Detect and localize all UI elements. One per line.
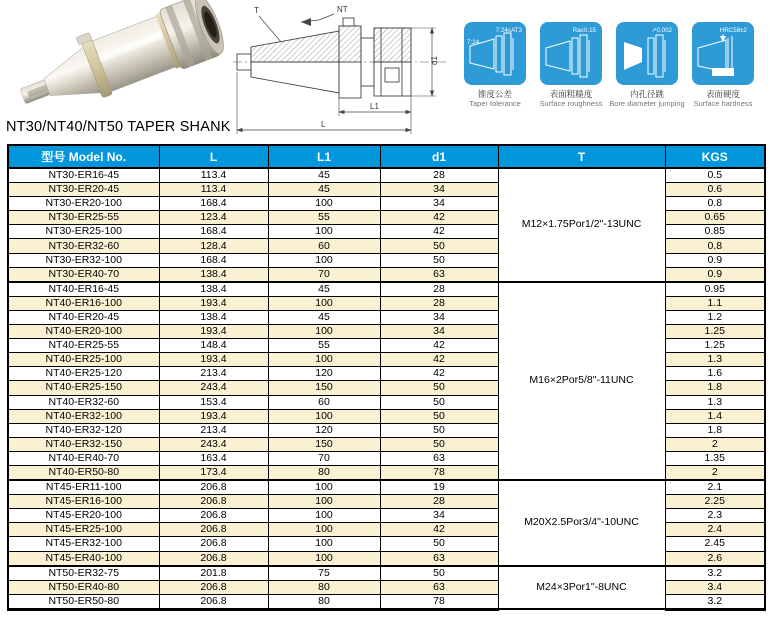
dim-label-d1: d1 xyxy=(430,56,439,65)
thread-spec-cell: M24×3Por1"-8UNC xyxy=(498,566,665,610)
header-KGS: KGS xyxy=(665,145,765,168)
table-cell: 243.4 xyxy=(159,381,268,395)
taper-shank-drawing xyxy=(229,0,459,142)
dim-label-L1: L1 xyxy=(370,102,379,111)
table-cell: 173.4 xyxy=(159,465,268,480)
table-cell: 55 xyxy=(268,211,380,225)
table-cell: 78 xyxy=(380,594,498,609)
table-cell: NT30-ER20-45 xyxy=(8,183,159,197)
header-L: L xyxy=(159,145,268,168)
table-cell: 34 xyxy=(380,183,498,197)
header-L1: L1 xyxy=(268,145,380,168)
feature-label-en: Surface hardness xyxy=(693,99,753,108)
table-cell: 50 xyxy=(380,566,498,581)
table-cell: 138.4 xyxy=(159,282,268,297)
table-cell: 1.3 xyxy=(665,353,765,367)
table-cell: 63 xyxy=(380,267,498,282)
thread-spec-cell: M20X2.5Por3/4"-10UNC xyxy=(498,480,665,566)
surface-roughness-icon xyxy=(540,22,602,85)
table-cell: NT30-ER20-100 xyxy=(8,197,159,211)
table-cell: NT30-ER25-55 xyxy=(8,211,159,225)
feature-label-zh: 表面粗糙度 xyxy=(549,89,593,99)
dim-label-T: T xyxy=(254,6,259,15)
table-cell: 2 xyxy=(665,465,765,480)
feature-label-zh: 锥度公差 xyxy=(477,89,512,99)
table-cell: 100 xyxy=(268,225,380,239)
table-cell: 150 xyxy=(268,381,380,395)
table-cell: 50 xyxy=(380,381,498,395)
table-cell: 80 xyxy=(268,594,380,609)
table-cell: 206.8 xyxy=(159,480,268,495)
table-cell: 75 xyxy=(268,566,380,581)
table-cell: 193.4 xyxy=(159,353,268,367)
table-cell: 45 xyxy=(268,183,380,197)
table-cell: 1.2 xyxy=(665,310,765,324)
table-cell: NT30-ER32-60 xyxy=(8,239,159,253)
feature-bore-jumping xyxy=(611,22,683,108)
table-cell: 150 xyxy=(268,437,380,451)
bore-jumping-annotation: ↗0.002 xyxy=(651,27,672,34)
table-cell: 45 xyxy=(268,282,380,297)
table-cell: 153.4 xyxy=(159,395,268,409)
table-cell: 34 xyxy=(380,509,498,523)
table-cell: 1.3 xyxy=(665,395,765,409)
table-cell: NT40-ER20-45 xyxy=(8,310,159,324)
table-cell: 80 xyxy=(268,580,380,594)
feature-label-zh: 内孔径跳 xyxy=(629,89,664,99)
taper-ratio-annotation: 7:24 xyxy=(467,39,480,46)
table-cell: 2.25 xyxy=(665,495,765,509)
table-cell: 206.8 xyxy=(159,523,268,537)
table-cell: 206.8 xyxy=(159,594,268,609)
table-cell: NT40-ER20-100 xyxy=(8,325,159,339)
spec-table xyxy=(7,144,766,611)
table-cell: NT30-ER16-45 xyxy=(8,168,159,183)
table-cell: NT40-ER16-45 xyxy=(8,282,159,297)
table-cell: 19 xyxy=(380,480,498,495)
table-cell: 213.4 xyxy=(159,423,268,437)
table-cell: 1.1 xyxy=(665,296,765,310)
table-cell: NT40-ER16-100 xyxy=(8,296,159,310)
table-cell: 123.4 xyxy=(159,211,268,225)
table-cell: 100 xyxy=(268,197,380,211)
table-cell: 50 xyxy=(380,437,498,451)
table-cell: NT40-ER50-80 xyxy=(8,465,159,480)
table-cell: 206.8 xyxy=(159,509,268,523)
table-cell: 1.4 xyxy=(665,409,765,423)
table-cell: 28 xyxy=(380,495,498,509)
table-cell: 78 xyxy=(380,465,498,480)
table-cell: 34 xyxy=(380,325,498,339)
table-cell: 163.4 xyxy=(159,451,268,465)
table-cell: 42 xyxy=(380,523,498,537)
table-cell: 50 xyxy=(380,253,498,267)
table-cell: 42 xyxy=(380,367,498,381)
page-title: NT30/NT40/NT50 TAPER SHANK xyxy=(6,119,231,135)
table-row xyxy=(8,168,765,183)
feature-label-zh: 表面硬度 xyxy=(705,89,740,99)
table-cell: 42 xyxy=(380,211,498,225)
table-cell: NT40-ER25-100 xyxy=(8,353,159,367)
table-cell: 138.4 xyxy=(159,267,268,282)
table-cell: NT45-ER11-100 xyxy=(8,480,159,495)
table-cell: NT45-ER32-100 xyxy=(8,537,159,551)
header-model-no: 型号 Model No. xyxy=(8,145,159,168)
table-cell: 100 xyxy=(268,551,380,566)
table-cell: 0.85 xyxy=(665,225,765,239)
table-cell: 3.2 xyxy=(665,566,765,581)
table-cell: 128.4 xyxy=(159,239,268,253)
table-cell: 50 xyxy=(380,239,498,253)
table-cell: 42 xyxy=(380,225,498,239)
product-photo xyxy=(8,0,228,122)
feature-label-en: Bore diameter jumping xyxy=(609,99,685,108)
table-cell: 63 xyxy=(380,451,498,465)
table-cell: 168.4 xyxy=(159,197,268,211)
table-cell: 100 xyxy=(268,325,380,339)
table-cell: 50 xyxy=(380,395,498,409)
table-cell: 3.2 xyxy=(665,594,765,609)
table-cell: 0.9 xyxy=(665,253,765,267)
table-cell: NT45-ER25-100 xyxy=(8,523,159,537)
table-cell: 213.4 xyxy=(159,367,268,381)
table-cell: 60 xyxy=(268,239,380,253)
table-cell: 193.4 xyxy=(159,325,268,339)
table-cell: 100 xyxy=(268,409,380,423)
table-cell: 63 xyxy=(380,580,498,594)
table-cell: 80 xyxy=(268,465,380,480)
table-cell: 0.8 xyxy=(665,239,765,253)
table-cell: 60 xyxy=(268,395,380,409)
table-cell: NT40-ER40-70 xyxy=(8,451,159,465)
feature-taper-tolerance xyxy=(459,22,531,108)
table-cell: 1.8 xyxy=(665,381,765,395)
table-cell: 2 xyxy=(665,437,765,451)
header-T: T xyxy=(498,145,665,168)
table-cell: 0.6 xyxy=(665,183,765,197)
table-cell: 1.6 xyxy=(665,367,765,381)
feature-surface-roughness xyxy=(535,22,607,108)
table-cell: 3.4 xyxy=(665,580,765,594)
taper-tolerance-annotation: 7:24≤AT3 xyxy=(495,27,522,34)
table-cell: 34 xyxy=(380,310,498,324)
table-cell: 2.4 xyxy=(665,523,765,537)
table-cell: 0.5 xyxy=(665,168,765,183)
dim-label-L: L xyxy=(321,120,326,129)
table-cell: 1.25 xyxy=(665,339,765,353)
table-cell: 42 xyxy=(380,353,498,367)
taper-shank-photo-art xyxy=(8,0,228,122)
table-cell: 193.4 xyxy=(159,296,268,310)
table-cell: 148.4 xyxy=(159,339,268,353)
table-cell: NT40-ER25-55 xyxy=(8,339,159,353)
table-cell: NT50-ER50-80 xyxy=(8,594,159,609)
table-cell: 2.45 xyxy=(665,537,765,551)
surface-roughness-annotation: Ra≤0.15 xyxy=(572,27,596,34)
bore-diameter-jumping-icon xyxy=(616,22,678,85)
table-cell: NT45-ER20-100 xyxy=(8,509,159,523)
table-cell: NT45-ER40-100 xyxy=(8,551,159,566)
table-cell: NT30-ER25-100 xyxy=(8,225,159,239)
feature-label-en: Taper tolerance xyxy=(469,99,521,108)
table-cell: 120 xyxy=(268,367,380,381)
table-cell: 0.65 xyxy=(665,211,765,225)
table-cell: 0.9 xyxy=(665,267,765,282)
table-cell: 0.8 xyxy=(665,197,765,211)
table-cell: 34 xyxy=(380,197,498,211)
table-header-row xyxy=(8,145,765,168)
table-cell: 120 xyxy=(268,423,380,437)
table-row xyxy=(8,566,765,581)
surface-hardness-annotation: HRC58±2 xyxy=(719,27,747,34)
thread-spec-cell: M16×2Por5/8"-11UNC xyxy=(498,282,665,480)
table-cell: 138.4 xyxy=(159,310,268,324)
taper-tolerance-icon xyxy=(464,22,526,85)
table-cell: 28 xyxy=(380,168,498,183)
table-cell: 1.25 xyxy=(665,325,765,339)
dim-label-NT: NT xyxy=(337,5,348,14)
table-cell: 42 xyxy=(380,339,498,353)
table-cell: 100 xyxy=(268,296,380,310)
table-cell: NT40-ER32-120 xyxy=(8,423,159,437)
technical-drawing xyxy=(229,0,459,142)
table-cell: 28 xyxy=(380,282,498,297)
table-cell: 201.8 xyxy=(159,566,268,581)
table-row xyxy=(8,282,765,297)
table-cell: 45 xyxy=(268,310,380,324)
table-cell: 168.4 xyxy=(159,253,268,267)
table-cell: 0.95 xyxy=(665,282,765,297)
table-cell: NT40-ER25-120 xyxy=(8,367,159,381)
table-cell: 113.4 xyxy=(159,183,268,197)
table-cell: 206.8 xyxy=(159,495,268,509)
table-cell: 50 xyxy=(380,537,498,551)
table-cell: 63 xyxy=(380,551,498,566)
surface-hardness-icon xyxy=(692,22,754,85)
table-cell: NT40-ER32-100 xyxy=(8,409,159,423)
table-cell: 193.4 xyxy=(159,409,268,423)
table-cell: 50 xyxy=(380,409,498,423)
table-cell: 2.3 xyxy=(665,509,765,523)
feature-surface-hardness xyxy=(687,22,759,108)
table-cell: 100 xyxy=(268,353,380,367)
table-cell: NT30-ER40-70 xyxy=(8,267,159,282)
table-cell: 70 xyxy=(268,267,380,282)
header-d1: d1 xyxy=(380,145,498,168)
table-cell: 1.8 xyxy=(665,423,765,437)
table-cell: 100 xyxy=(268,253,380,267)
table-cell: 1.35 xyxy=(665,451,765,465)
table-cell: 55 xyxy=(268,339,380,353)
table-cell: 70 xyxy=(268,451,380,465)
table-cell: 100 xyxy=(268,537,380,551)
table-cell: NT50-ER32-75 xyxy=(8,566,159,581)
table-cell: 100 xyxy=(268,523,380,537)
table-cell: 50 xyxy=(380,423,498,437)
table-cell: NT40-ER32-60 xyxy=(8,395,159,409)
table-row xyxy=(8,480,765,495)
table-cell: NT30-ER32-100 xyxy=(8,253,159,267)
table-cell: 168.4 xyxy=(159,225,268,239)
table-cell: 2.1 xyxy=(665,480,765,495)
table-cell: NT50-ER40-80 xyxy=(8,580,159,594)
table-cell: 113.4 xyxy=(159,168,268,183)
table-cell: NT40-ER32-150 xyxy=(8,437,159,451)
table-cell: NT45-ER16-100 xyxy=(8,495,159,509)
table-cell: 100 xyxy=(268,480,380,495)
table-cell: 206.8 xyxy=(159,537,268,551)
table-cell: 100 xyxy=(268,495,380,509)
table-cell: 243.4 xyxy=(159,437,268,451)
table-cell: 28 xyxy=(380,296,498,310)
feature-label-en: Surface roughness xyxy=(539,99,603,108)
feature-badges xyxy=(459,22,765,108)
table-cell: 2.6 xyxy=(665,551,765,566)
table-cell: 100 xyxy=(268,509,380,523)
table-cell: 45 xyxy=(268,168,380,183)
table-cell: 206.8 xyxy=(159,551,268,566)
thread-spec-cell: M12×1.75Por1/2"-13UNC xyxy=(498,168,665,282)
table-cell: NT40-ER25-150 xyxy=(8,381,159,395)
table-cell: 206.8 xyxy=(159,580,268,594)
